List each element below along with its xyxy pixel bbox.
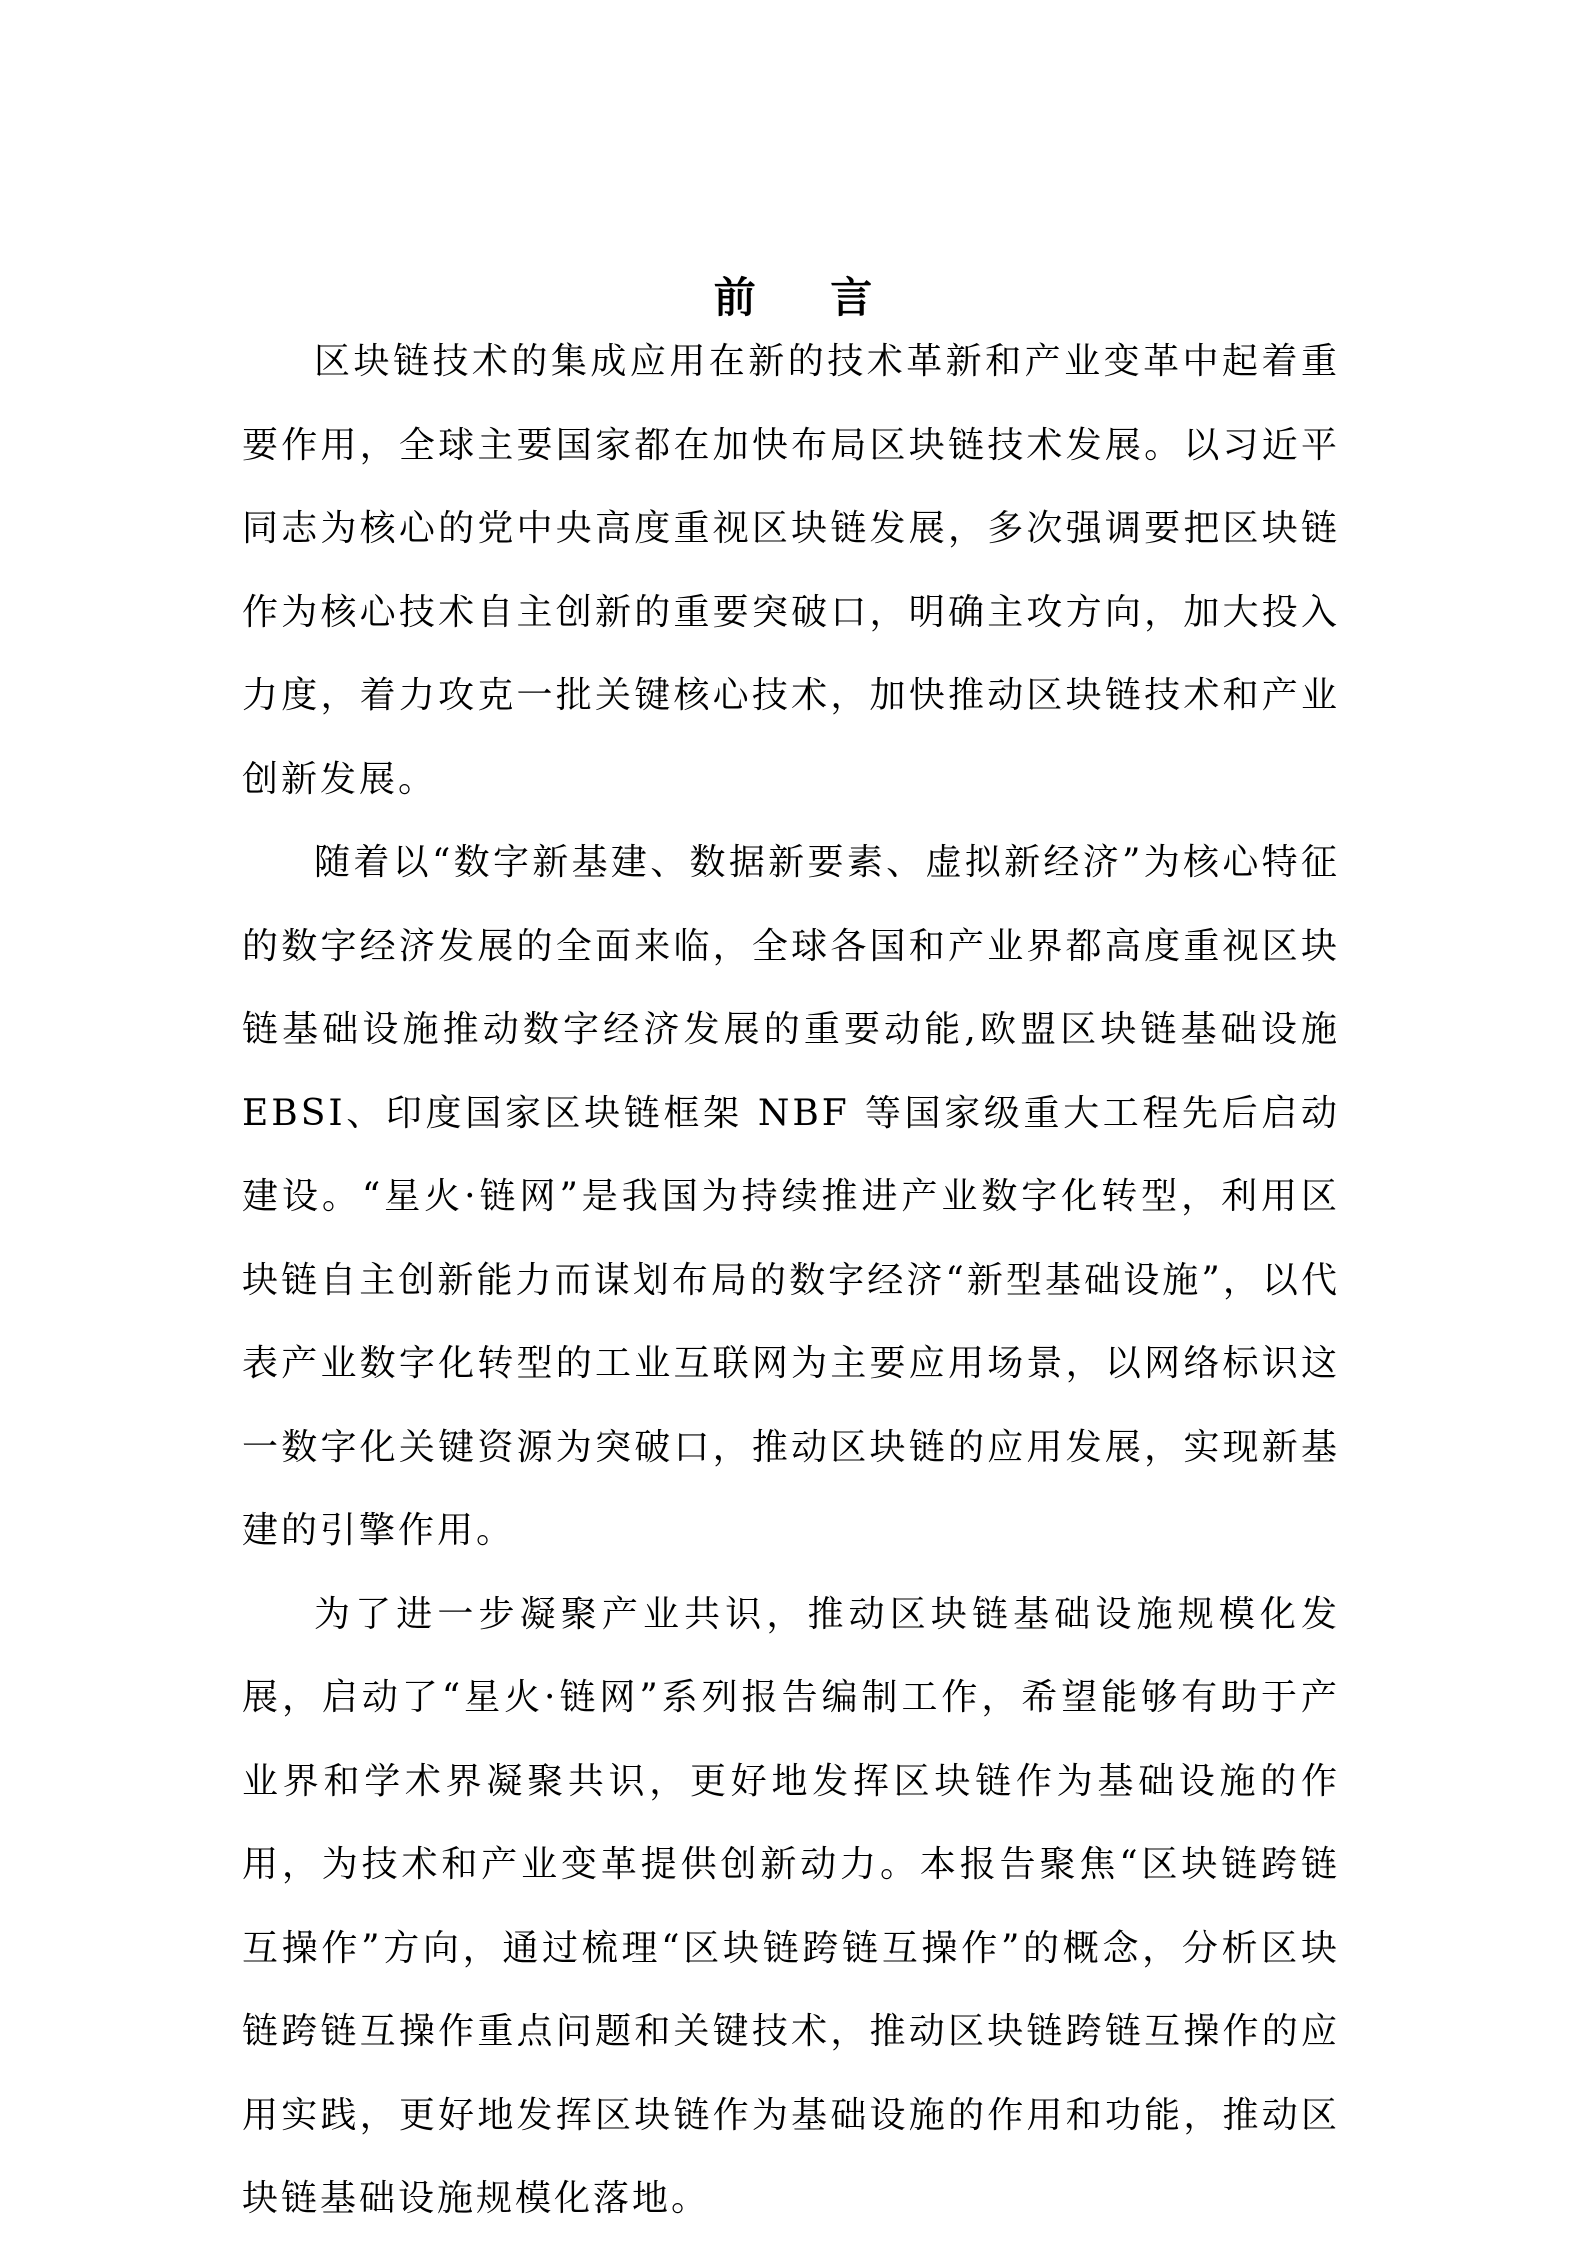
preface-body bbox=[242, 320, 1340, 2241]
paragraph-3: 为了进一步凝聚产业共识，推动区块链基础设施规模化发展，启动了“星火·链网”系列报告编制工作，希望能够有助于产业界和学术界凝聚共识，更好地发挥区块链作为基础设施的作用，为技术和产业变革提供创新动力。本报告聚焦“区块链跨链互操作”方向，通过梳理“区块链跨链互操作”的概念，分析区块链跨链互操作重点问题和关键技术，推动区块链跨链互操作的应用实践，更好地发挥区块链作为基础设施的作用和功能，推动区块链基础设施规模化落地。 bbox=[242, 1593, 1340, 2219]
page-title: 前 言 bbox=[713, 273, 903, 323]
paragraph-1: 区块链技术的集成应用在新的技术革新和产业变革中起着重要作用，全球主要国家都在加快布局区块链技术发展。以习近平同志为核心的党中央高度重视区块链发展，多次强调要把区块链作为核心技术自主创新的重要突破口，明确主攻方向，加大投入力度，着力攻克一批关键核心技术，加快推动区块链技术和产业创新发展。 bbox=[242, 341, 1340, 800]
paragraph-2: 随着以“数字新基建、数据新要素、虚拟新经济”为核心特征的数字经济发展的全面来临，全球各国和产业界都高度重视区块链基础设施推动数字经济发展的重要动能,欧盟区块链基础设施 EBSI、印度国家区块链框架 NBF 等国家级重大工程先后启动建设。“星火·链网”是我国为持续推进产业数字化转型，利用区块链自主创新能力而谋划布局的数字经济“新型基础设施”，以代表产业数字化转型的工业互联网为主要应用场景，以网络标识这一数字化关键资源为突破口，推动区块链的应用发展，实现新基建的引擎作用。 bbox=[242, 842, 1340, 1551]
